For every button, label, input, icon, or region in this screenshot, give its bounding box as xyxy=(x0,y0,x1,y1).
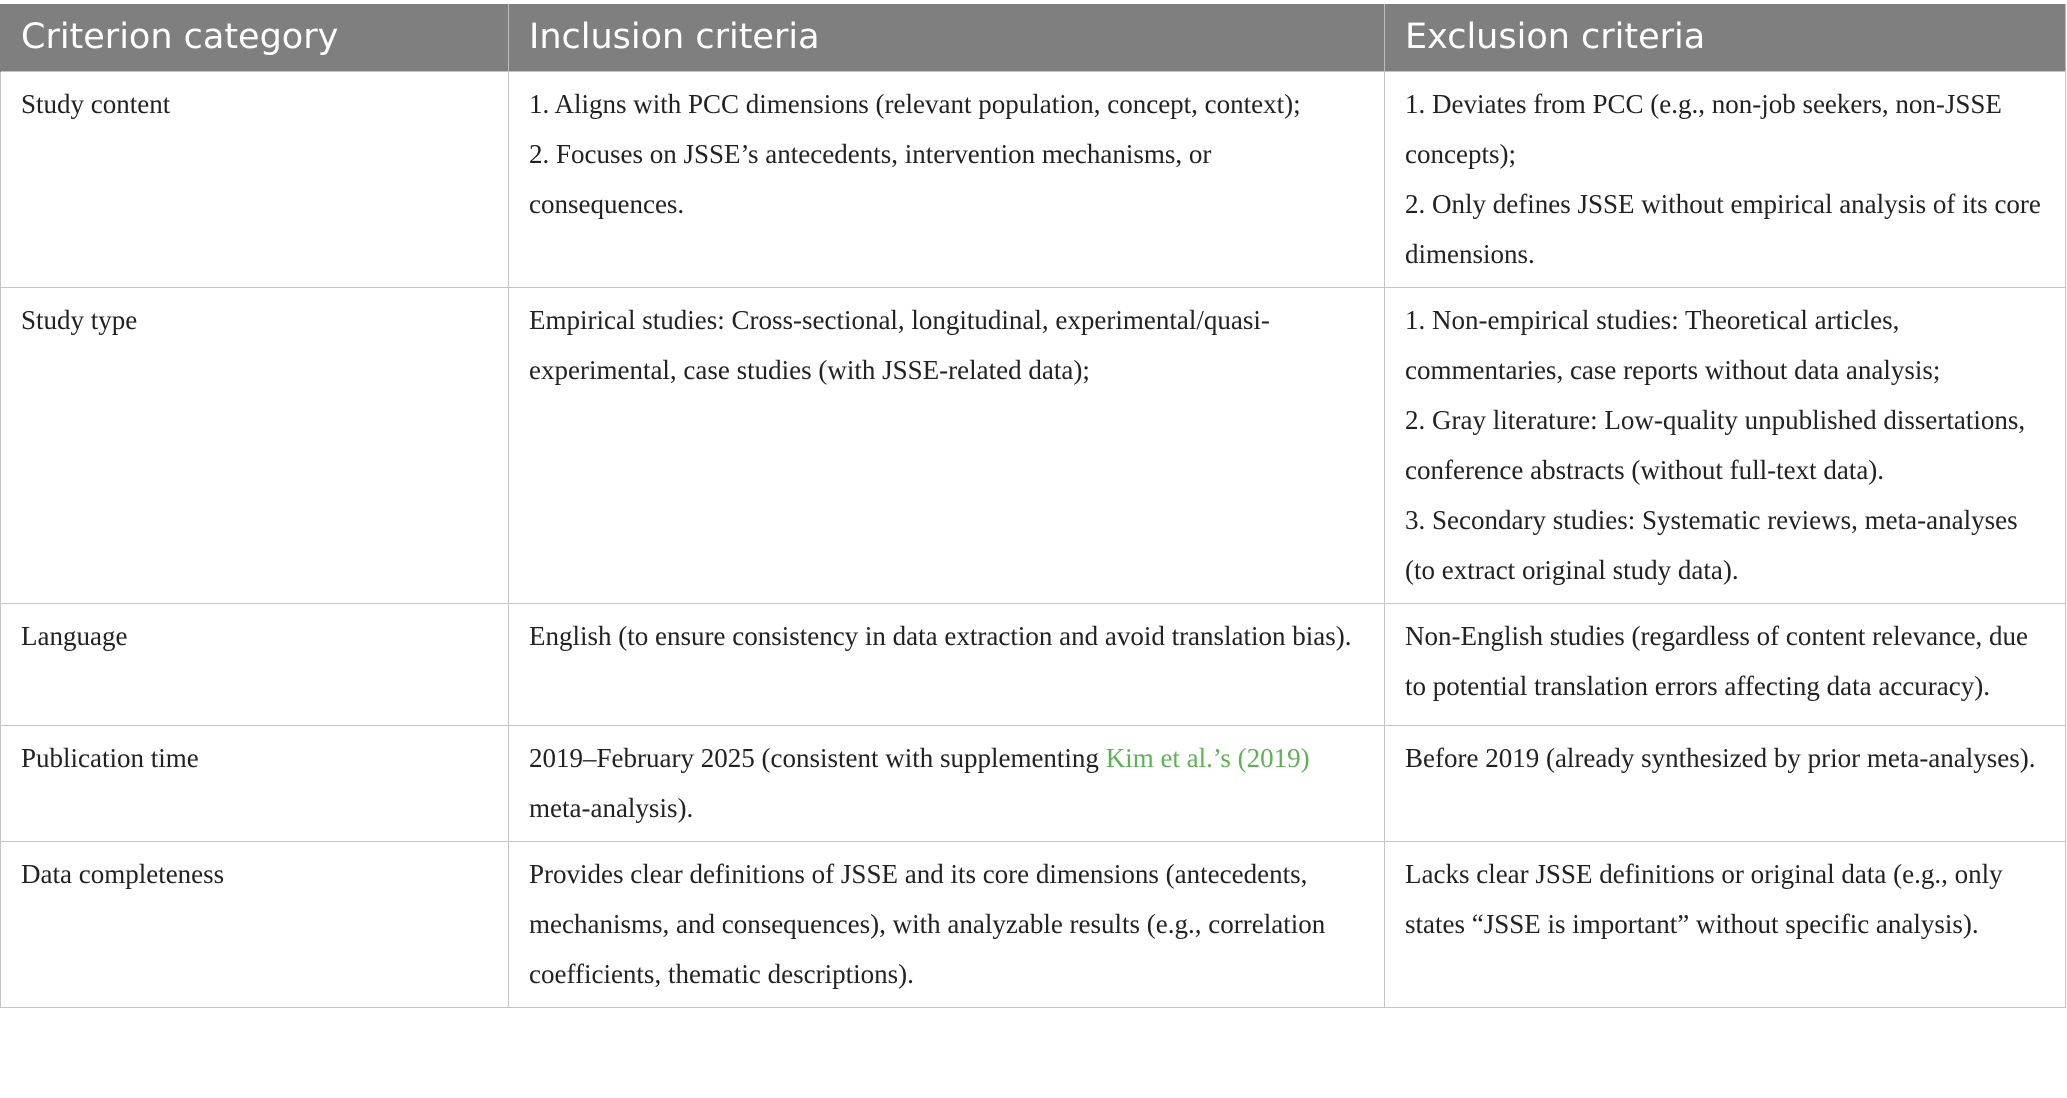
exclusion-item: Lacks clear JSSE definitions or original data (e.g., only states “JSSE is important” without specific analysis). xyxy=(1405,858,2003,939)
inclusion-text-before: 2019–February 2025 (consistent with supplementing xyxy=(529,742,1106,773)
exclusion-item: 1. Non-empirical studies: Theoretical articles, commentaries, case reports without data analysis; xyxy=(1405,304,1941,385)
table-row xyxy=(1,841,2066,1007)
row-category-cell: Study content xyxy=(1,71,509,287)
row-inclusion-cell xyxy=(509,71,1385,287)
citation-link-kim-2019[interactable]: Kim et al.’s (2019) xyxy=(1105,742,1310,773)
table-header xyxy=(1,4,2066,71)
table-row xyxy=(1,725,2066,841)
row-inclusion-cell xyxy=(509,287,1385,603)
table-row xyxy=(1,71,2066,287)
row-category-cell: Data completeness xyxy=(1,841,509,1007)
row-category-cell: Publication time xyxy=(1,725,509,841)
exclusion-item: 3. Secondary studies: Systematic reviews, meta-analyses (to extract original study data). xyxy=(1405,504,2018,585)
row-exclusion-cell xyxy=(1385,71,2066,287)
inclusion-item: English (to ensure consistency in data extraction and avoid translation bias). xyxy=(529,620,1352,651)
table-row xyxy=(1,603,2066,725)
exclusion-item: Non-English studies (regardless of content relevance, due to potential translation errors affecting data accuracy). xyxy=(1405,620,2029,701)
table-body xyxy=(1,71,2066,1007)
inclusion-text-after: meta-analysis). xyxy=(529,792,694,823)
row-inclusion-cell xyxy=(509,725,1385,841)
header-exclusion-criteria: Exclusion criteria xyxy=(1385,4,2066,71)
inclusion-item: Provides clear definitions of JSSE and its core dimensions (antecedents, mechanisms, and consequences), with analyzable results (e.g., correlation coefficients, thematic descriptions). xyxy=(529,858,1326,989)
row-category-cell: Language xyxy=(1,603,509,725)
exclusion-item: 2. Only defines JSSE without empirical analysis of its core dimensions. xyxy=(1405,188,2041,269)
row-inclusion-cell xyxy=(509,603,1385,725)
header-inclusion-criteria: Inclusion criteria xyxy=(509,4,1385,71)
row-exclusion-cell xyxy=(1385,725,2066,841)
row-exclusion-cell xyxy=(1385,287,2066,603)
row-exclusion-cell xyxy=(1385,603,2066,725)
inclusion-item: 1. Aligns with PCC dimensions (relevant population, concept, context); xyxy=(529,88,1301,119)
exclusion-item: Before 2019 (already synthesized by prior meta-analyses). xyxy=(1405,742,2036,773)
header-criterion-category: Criterion category xyxy=(1,4,509,71)
row-category-cell: Study type xyxy=(1,287,509,603)
row-inclusion-cell xyxy=(509,841,1385,1007)
table-row xyxy=(1,287,2066,603)
criteria-table-container xyxy=(0,4,2065,1008)
row-exclusion-cell xyxy=(1385,841,2066,1007)
header-row xyxy=(1,4,2066,71)
exclusion-item: 1. Deviates from PCC (e.g., non-job seekers, non-JSSE concepts); xyxy=(1405,88,2002,169)
exclusion-item: 2. Gray literature: Low-quality unpublished dissertations, conference abstracts (without full-text data). xyxy=(1405,404,2026,485)
inclusion-item: Empirical studies: Cross-sectional, longitudinal, experimental/quasi-experimental, case studies (with JSSE-related data); xyxy=(529,304,1270,385)
criteria-table xyxy=(0,4,2066,1008)
inclusion-item: 2. Focuses on JSSE’s antecedents, intervention mechanisms, or consequences. xyxy=(529,138,1212,219)
